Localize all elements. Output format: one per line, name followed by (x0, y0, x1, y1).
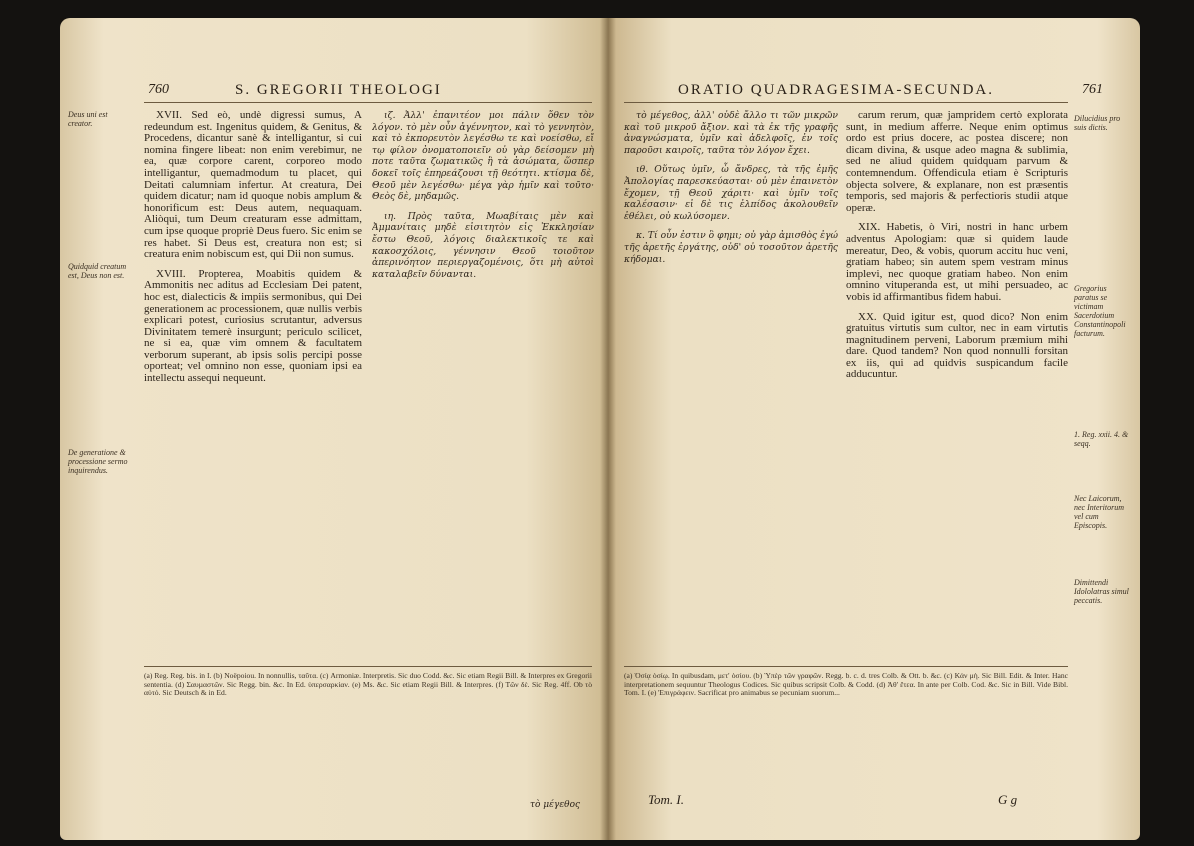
latin-paragraph-xx: XX. Quid igitur est, quod dico? Non enim gratuitus virtutis sum cultor, nec in eam virtutis magnitudinem perveni, Laborum præmium mihi dare. Quod tandem? Non quod nonnulli forsitan ex iis, qui ad quidvis suspicandum facile adducuntur. (846, 310, 1068, 381)
latin-paragraph-cont: carum rerum, quæ jampridem certò explorata sunt, in medium afferre. Neque enim optimus ordo est prius docere, ac postea discere; non dicam divina, & usque adeo magna & sublimia, sed ne aliud quidem quidquam parvum & contemnendum. Offendicula etiam è Scripturis objecta solvere, & explanare, non est præsentis temporis, sed majoris & perfectioris studii atque operæ. (846, 110, 1068, 214)
signature-mark: G g (998, 792, 1018, 807)
right-margin-note-1: Dilucidius pro suis dictis. (1074, 114, 1121, 132)
left-page-number: 760 (148, 82, 169, 97)
right-margin-note-3: 1. Reg. xxii. 4. & seqq. (1074, 430, 1129, 448)
right-footnotes: (a) Ὁσίᾳ ὁσίῳ. In quibusdam, μετ' ὁσίου. (b) Ὑπὲρ τῶν γραφῶν. Regg. b. c. d. tres Colb. & Ott. b. &c. (c) Κἀν μὴ. Sic Bill. Edit. & Inter. Hanc interpretationem sequuntur Theologus Codices. Sic quibus scripsit Colb. & Codd. (d) Ἀθ' ἔτεα. In ante per Colb. Cod. &c. Sic in Bill. Vide Bibl. Tom. I. (e) Ἐπιγράφειν. Sacrificat pro animabus se pecuniam suorum... (624, 672, 1068, 698)
right-notes-rule (624, 666, 1068, 667)
greek-paragraph-19: ιθ. Οὕτως ὑμῖν, ὦ ἄνδρες, τὰ τῆς ἐμῆς Ἀπολογίας παρεσκεύασται· οὐ μὲν ἐπαινετὸν ἔχομεν, τῇ Θεοῦ χάριτι· καὶ ὑμῖν τοῖς καλέσασιν· εἰ δὲ τις ἐλπίδος ἀκολουθεῖν ἐθέλει, οὐ κωλύσομεν. (624, 164, 838, 222)
left-margin-note-1: Deus uni est creator. (68, 110, 108, 128)
right-head-rule (624, 102, 1068, 103)
greek-paragraph-cont: τὸ μέγεθος, ἀλλ' οὐδὲ ἄλλο τι τῶν μικρῶν καὶ τοῦ μικροῦ ἄξιον. καὶ τὰ ἐκ τῆς γραφῆς ἀναγνώσματα, ὑμῖν καὶ ἀδελφοῖς, ἐν τοῖς παροῦσι καιροῖς, ταῦτα τὸν λόγον ἔχει. (624, 110, 838, 156)
greek-paragraph-20: κ. Τί οὖν ἐστιν ὃ φημι; οὐ γὰρ ἀμισθὸς ἐγώ τῆς ἀρετῆς ἐργάτης, οὐδ' οὐ τοσοῦτον ἀρετῆς κήδομαι. (624, 230, 838, 265)
right-page-number: 761 (1082, 82, 1103, 97)
volume-label: Tom. I. (648, 792, 685, 807)
left-catchword: τὸ μέγεθος (530, 800, 581, 810)
right-running-head: ORATIO QUADRAGESIMA-SECUNDA. (678, 82, 995, 98)
greek-paragraph-18: ιη. Πρὸς ταῦτα, Μωαβίταις μὲν καὶ Ἀμμανίταις μηδὲ εἰσιτητὸν εἰς Ἐκκλησίαν ἔστω Θεοῦ, λόγοις διαλεκτικοῖς τε καὶ κακοσχόλοις, γέννησιν Θεοῦ τοιοῦτον ἀπερινόητον περιεργαζομένοις, ὅτι μὴ αὐτοὶ καταλαβεῖν δύνανται. (372, 210, 594, 280)
left-latin-column (144, 110, 362, 660)
right-latin-column (846, 110, 1068, 660)
open-book (60, 18, 1140, 840)
latin-paragraph-xviii: XVIII. Propterea, Moabitis quidem & Ammonitis nec aditus ad Ecclesiam Dei patent, hoc est, dialecticis & impiis sermonibus, qui Dei generationem ac processionem, quæ nullis verbis explicari potest, curiosius scrutantur, adversus Divinitatem temerè insurgunt; periculo scilicet, ne si ea, quæ vim omnem & facultatem verborum superant, ab ipsis solis percipi posse oporteat; vel omnino non esse, quoniam ipsi ea intellectu assequi nequeunt. (144, 267, 362, 385)
right-page (608, 18, 1140, 840)
latin-paragraph-xvii: XVII. Sed eò, undè digressi sumus, A redeundum est. Ingenitus quidem, & Genitus, & Procedens, dicantur sanè & intelligantur, si cui nomina fingere libeat: non enim verebimur, ne ea, quæ corpore carent, corporeo modo intelligantur, quemadmodum tu placet, qui Deitati calumniam infertur. At creatura, Dei quidem dicatur; nam id quoque nobis amplum & honorificum est: Deus autem, nequaquam. Aliòqui, tum Deum creaturam esse admittam, cum ipse quoque propriè Deus fuero. Sic enim se res habet. Si Deus est, creatura non est; si creatura enim nobiscum est, qui Dii non sumus. (144, 110, 362, 261)
left-running-head: S. GREGORII THEOLOGI (235, 82, 442, 98)
book-gutter (600, 18, 616, 840)
left-footnotes: (a) Reg. Reg. bis. in I. (b) Noëpoiou. In nonnullis, ταῦτα. (c) Armoniæ. Interpretis. Sic duo Codd. &c. Sic etiam Regii Bill. & Interpres ex Gregorii sententia. (d) Σαυµαστῶν. Sic Regg. bin. &c. In Ed. ὑπερσαρκίαν. (e) Ms. &c. Sic etiam Regii Bill. & Interpres. (f) Tῶν δὲ. Sic Reg. 4ff. Ob τὸ αὐτό. Sic Deutsch & in Ed. (144, 672, 592, 698)
right-margin-note-5: Dimittendi Idololatras simul peccatis. (1074, 578, 1129, 605)
latin-paragraph-xix: XIX. Habetis, ò Viri, nostri in hanc urbem adventus Apologiam: quæ si quidem laude mereatur, Deo, & vobis, quorum accitu huc veni, gratiam habeo; sin autem spem vestram minus implevi, nec quoque gratiam habeo. Non enim omnino vituperanda est, ut mihi persuadeo, ac vobis id affirmantibus fidem habui. (846, 221, 1068, 303)
left-page (60, 18, 608, 840)
right-margin-note-4: Nec Laicorum, nec Interitorum vel cum Episcopis. (1074, 494, 1124, 530)
greek-paragraph-17: ιζ. Ἀλλ' ἐπανιτέον μοι πάλιν ὅθεν τὸν λόγον. τὸ μὲν οὖν ἀγέννητον, καὶ τὸ γεννητὸν, καὶ τὸ ἐκπορευτὸν λεγέσθω τε καὶ νοείσθω, εἴ τῳ φίλον ὀνοματοποιεῖν οὐ γὰρ δείσομεν μὴ ποτε ταῦτα ζωματικῶς ἢ τὰ ἀσώματα, ὥσπερ δοκεῖ τοῖς ἐπηρεάζουσι τῇ θεότητι. κτίσμα δὲ, Θεοῦ μὲν λεγέσθω· μέγα γὰρ ἡμῖν καὶ τοῦτο· Θεὸς δὲ, μηδαμῶς. (372, 110, 594, 203)
left-notes-rule (144, 666, 592, 667)
left-greek-column (372, 110, 594, 660)
left-head-rule (144, 102, 592, 103)
left-margin-note-2: Quidquid creatum est, Deus non est. (68, 262, 127, 280)
left-margin-note-3: De generatione & processione sermo inquirendus. (68, 448, 128, 475)
right-margin-note-2: Gregorius paratus se victimam Sacerdotium Constantinopoli facturum. (1074, 284, 1126, 338)
right-greek-column (624, 110, 838, 660)
